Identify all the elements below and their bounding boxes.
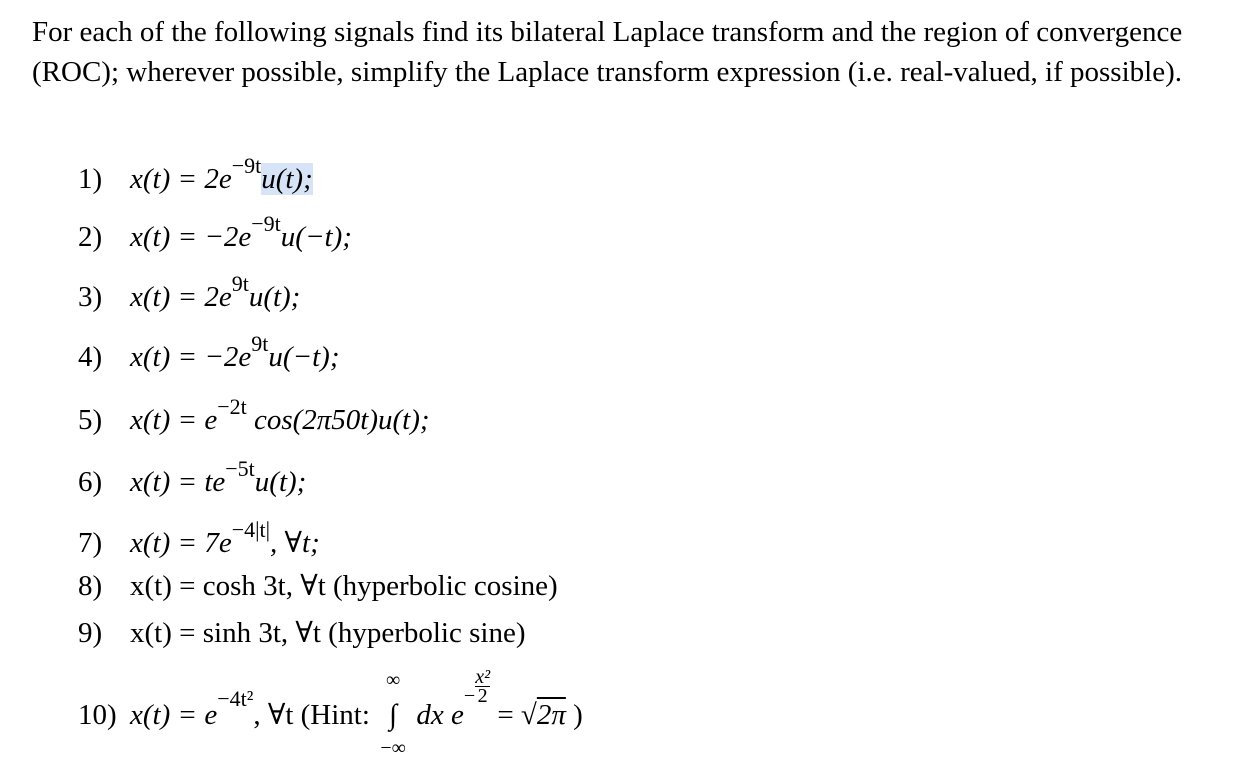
equation-lhs: x(t) = e <box>130 404 218 436</box>
equation-lhs: x(t) = 7e <box>130 527 232 559</box>
equation-rest: u(−t); <box>280 221 352 253</box>
equation-rest: u(t); <box>254 466 307 498</box>
problem-number: 5) <box>78 404 103 436</box>
exponent: −9t <box>251 211 281 236</box>
integral-lower-limit: −∞ <box>380 737 406 759</box>
equation-lhs: x(t) = e <box>130 699 218 731</box>
closing-paren: ) <box>565 699 583 731</box>
equation-lhs: x(t) = −2e <box>130 341 252 373</box>
equation-rest: u(t); <box>261 163 313 195</box>
equation-lhs: x(t) = −2e <box>130 221 252 253</box>
problem-7 <box>78 517 320 560</box>
problem-4 <box>78 331 340 374</box>
fraction-numerator: x² <box>475 666 491 688</box>
equation-lhs: x(t) = te <box>130 466 226 498</box>
equation-rest: , ∀t; <box>270 527 320 559</box>
equation-rest: u(−t); <box>268 341 340 373</box>
problem-number: 2) <box>78 221 103 253</box>
integral-upper-limit: ∞ <box>386 669 401 691</box>
problem-number: 1) <box>78 163 103 195</box>
problem-number: 10) <box>78 699 117 731</box>
problem-number: 9) <box>78 617 103 649</box>
integral-sign <box>377 669 409 759</box>
problem-1 <box>78 153 313 196</box>
exponent: −9t <box>231 153 262 178</box>
fraction-denominator: 2 <box>477 685 488 707</box>
problem-8 <box>78 568 558 603</box>
exponent: −5t <box>225 456 255 481</box>
problem-6 <box>78 456 307 499</box>
exponent: −2t <box>217 394 247 419</box>
problem-9 <box>78 615 525 650</box>
equation-text: x(t) = sinh 3t, ∀t (hyperbolic sine) <box>130 617 526 649</box>
sqrt-argument: 2π <box>536 699 566 731</box>
problem-number: 7) <box>78 527 103 559</box>
exponent: −4t² <box>217 686 254 711</box>
hint-prefix: , ∀t (Hint: <box>253 699 378 731</box>
equals-sqrt: = √ <box>490 699 537 731</box>
equation-text: x(t) = cosh 3t, ∀t (hyperbolic cosine) <box>130 570 558 602</box>
equation-lhs: x(t) = 2e <box>130 281 232 313</box>
problem-number: 3) <box>78 281 103 313</box>
problem-5 <box>78 394 430 437</box>
problem-10 <box>78 666 583 759</box>
equation-rest: cos(2π50t)u(t); <box>246 404 430 436</box>
problem-intro: For each of the following signals find its bilateral Laplace transform and the region of convergence (ROC); wherever possible, simplify the Laplace transform expression (i.e. real-valued, if possible). <box>32 16 1183 88</box>
equation-lhs: x(t) = 2e <box>130 163 232 195</box>
integral-symbol: ∫ <box>389 699 398 731</box>
problem-3 <box>78 271 301 314</box>
integrand: dx e <box>409 699 464 731</box>
exponent-fraction <box>475 668 490 705</box>
exponent: 9t <box>251 331 269 356</box>
equation-rest: u(t); <box>248 281 301 313</box>
exponent: 9t <box>231 271 249 296</box>
problem-number: 8) <box>78 570 103 602</box>
exponent: −4|t| <box>231 517 271 542</box>
problem-number: 4) <box>78 341 103 373</box>
problem-number: 6) <box>78 466 103 498</box>
exponent-sign: − <box>463 685 476 707</box>
problem-2 <box>78 211 352 254</box>
